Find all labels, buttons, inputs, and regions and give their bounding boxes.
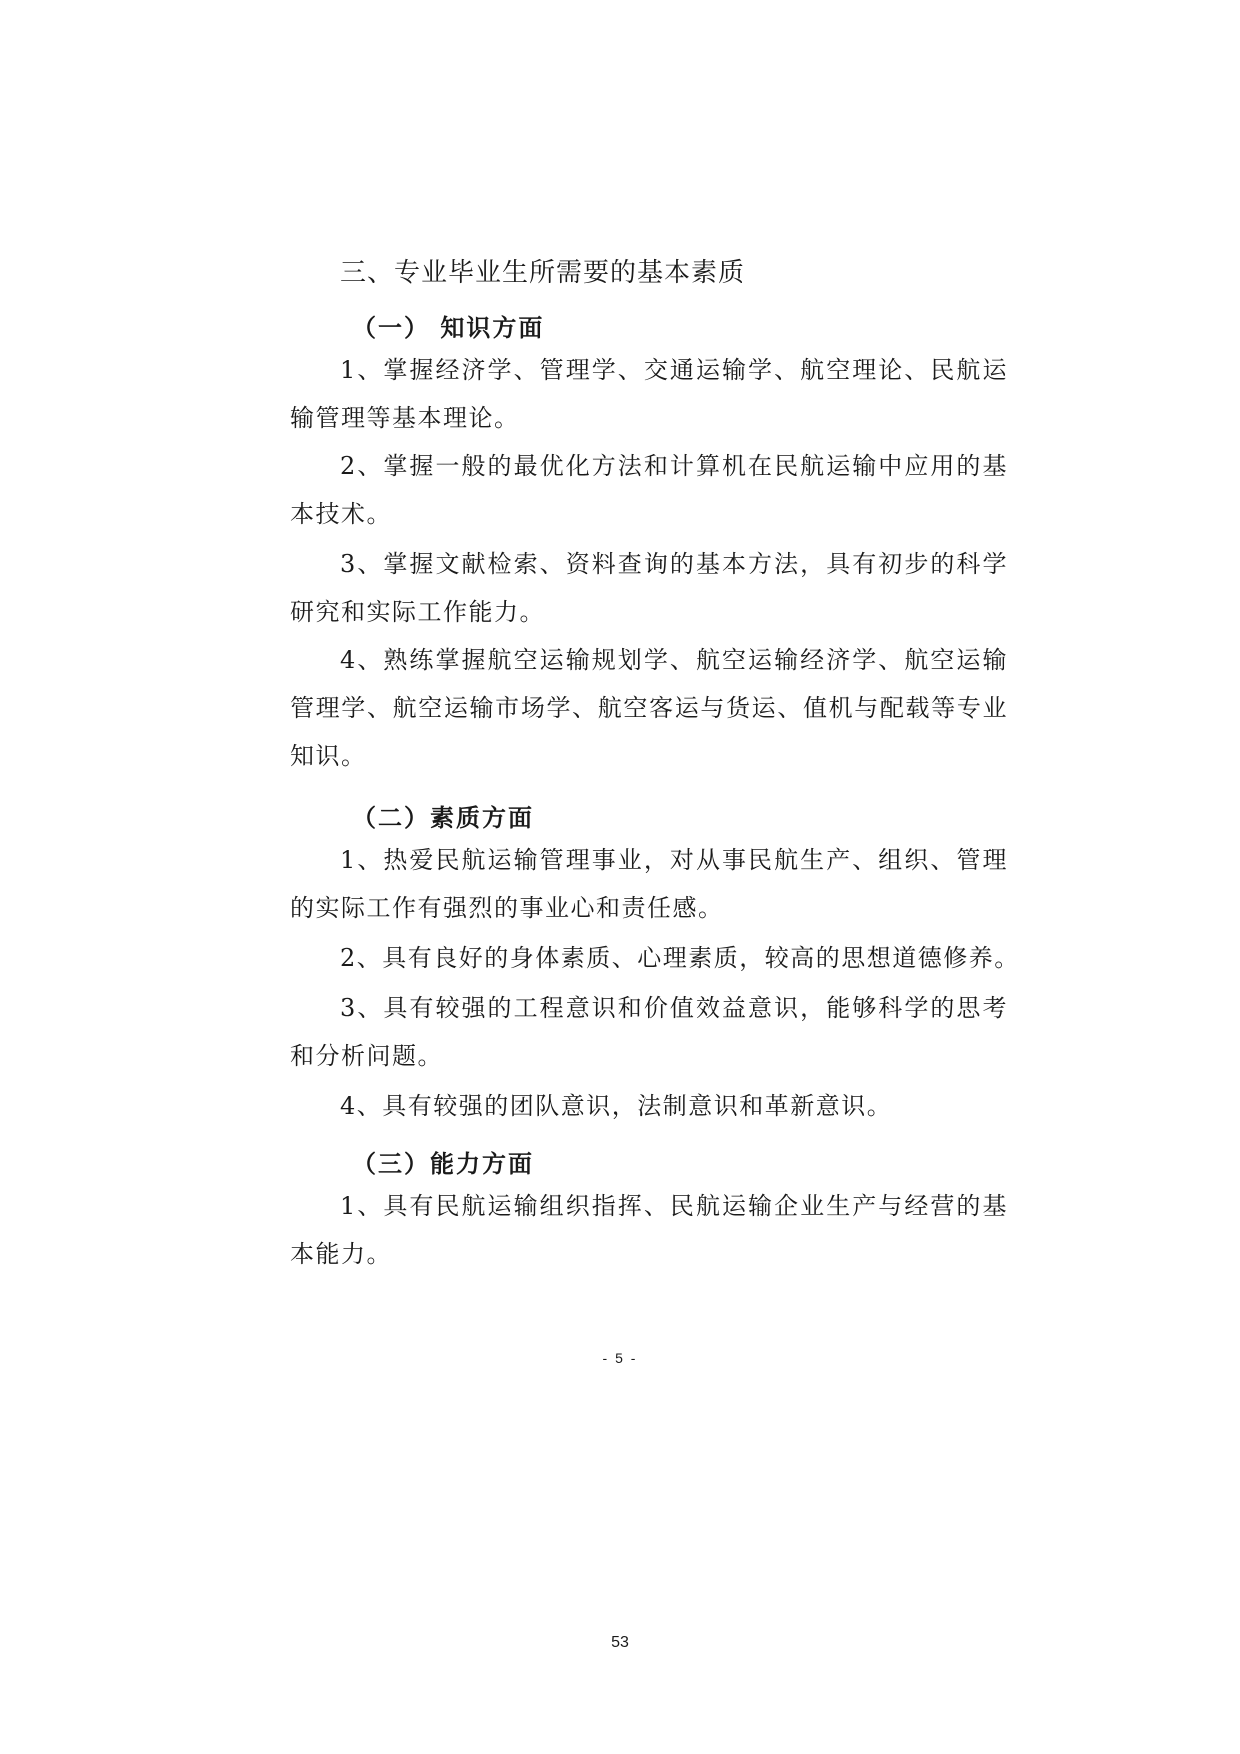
ability-heading: （三）能力方面 xyxy=(352,1149,534,1178)
knowledge-item-4: 4、熟练掌握航空运输规划学、航空运输经济学、航空运输管理学、航空运输市场学、航空客运与货运、值机与配载等专业知识。 xyxy=(290,646,1008,770)
quality-heading: （二）素质方面 xyxy=(352,803,534,832)
ability-item-1: 1、具有民航运输组织指挥、民航运输企业生产与经营的基本能力。 xyxy=(290,1192,1008,1268)
quality-item-2: 2、具有良好的身体素质、心理素质，较高的思想道德修养。 xyxy=(340,944,1020,972)
knowledge-item-1: 1、掌握经济学、管理学、交通运输学、航空理论、民航运输管理等基本理论。 xyxy=(290,356,1008,432)
quality-item-4: 4、具有较强的团队意识，法制意识和革新意识。 xyxy=(340,1092,893,1120)
inner-page-number: - 5 - xyxy=(602,1350,638,1366)
outer-page-number: 53 xyxy=(611,1634,629,1651)
knowledge-item-3: 3、掌握文献检索、资料查询的基本方法，具有初步的科学研究和实际工作能力。 xyxy=(290,550,1008,626)
quality-item-3: 3、具有较强的工程意识和价值效益意识，能够科学的思考和分析问题。 xyxy=(290,994,1008,1070)
knowledge-heading: （一） 知识方面 xyxy=(352,313,545,342)
knowledge-item-2: 2、掌握一般的最优化方法和计算机在民航运输中应用的基本技术。 xyxy=(290,452,1008,528)
section-title: 三、专业毕业生所需要的基本素质 xyxy=(340,258,746,288)
quality-item-1: 1、热爱民航运输管理事业，对从事民航生产、组织、管理的实际工作有强烈的事业心和责任感。 xyxy=(290,846,1008,922)
